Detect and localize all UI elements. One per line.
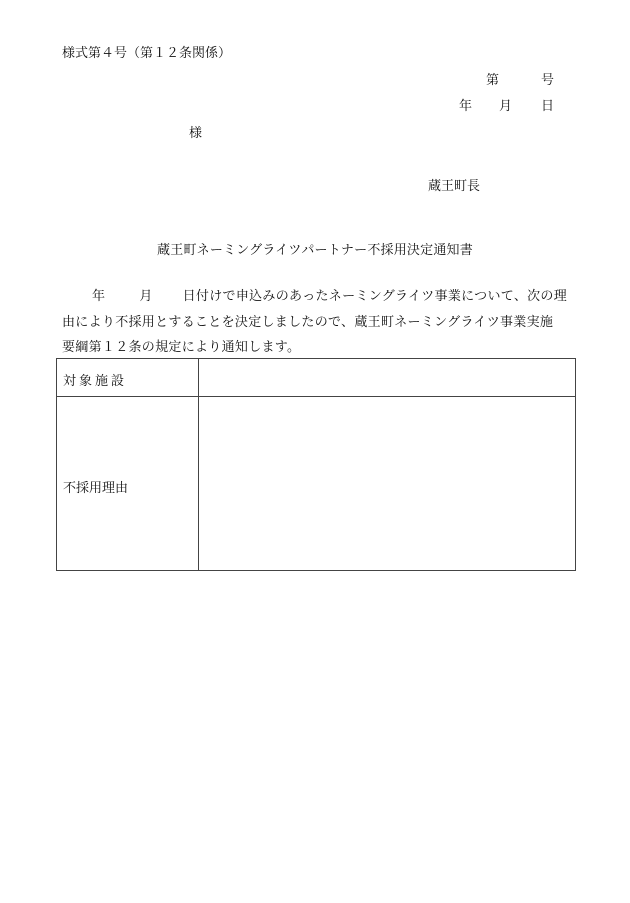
date-month-label: 月 — [499, 99, 513, 114]
body-year-label: 年 — [92, 289, 106, 304]
table-column-divider — [198, 359, 199, 570]
facility-label: 対象施設 — [63, 374, 128, 389]
document-number-prefix: 第 — [486, 73, 500, 88]
date-year-label: 年 — [459, 99, 473, 114]
document-title: 蔵王町ネーミングライツパートナー不採用決定通知書 — [157, 243, 473, 258]
body-line-2: 由により不採用とすることを決定しましたので、蔵王町ネーミングライツ事業実施 — [62, 314, 554, 330]
body-line-1-text: 日付けで申込みのあったネーミングライツ事業について、次の理 — [182, 289, 568, 304]
sender-name: 蔵王町長 — [428, 179, 481, 194]
form-number-label: 様式第４号（第１２条関係） — [62, 46, 232, 61]
document-number-suffix: 号 — [541, 73, 555, 88]
reason-table — [56, 358, 576, 571]
table-row-facility — [57, 359, 575, 397]
body-month-label: 月 — [139, 289, 153, 304]
body-line-1 — [62, 284, 576, 310]
rejection-reason-label: 不採用理由 — [63, 481, 129, 496]
date-day-label: 日 — [541, 99, 555, 114]
body-line-3: 要綱第１２条の規定により通知します。 — [62, 340, 301, 355]
body-paragraph — [62, 284, 576, 361]
addressee-honorific: 様 — [189, 126, 203, 141]
